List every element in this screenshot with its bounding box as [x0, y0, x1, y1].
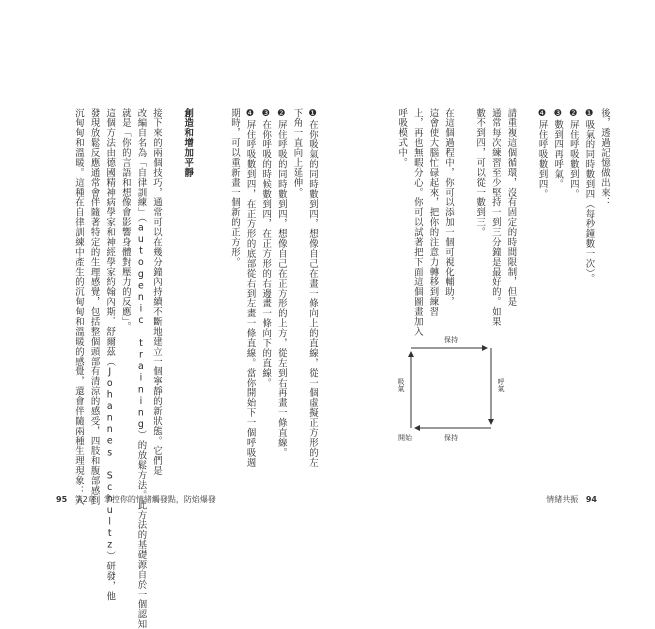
left-page-text-column: ❶在你吸氣的同時數到四，想像自己在畫一條向上的直線，從一個虛擬正方形的左 [307, 108, 318, 468]
left-page-text-column: 創造和增加平靜 [182, 108, 194, 178]
left-running-head: 第2章 掌控你的情緒觸發點，防焰爆發 [74, 495, 216, 504]
right-page-text-column: 在這個過程中，你可以添加一個可視化輔助， [443, 108, 454, 307]
right-page-text-column: ❶吸氣的同時數到四（每秒鐘數一次）。 [583, 108, 595, 284]
book-spread [44, 108, 610, 629]
right-footer [546, 495, 597, 505]
left-page-text-column: 發現放鬆反應通常會伴隨著特定的生理感覺，包括整個頭部有清涼的感受，四肢和腹部感到 [88, 108, 100, 506]
left-page-text-column: 沉甸甸和溫暖。這種在自律訓練中產生的沉甸甸和溫暖的感覺，還會伴隨兩種生理現象：入 [73, 108, 84, 506]
left-footer [56, 495, 216, 505]
right-running-head: 情緒共振 [546, 495, 579, 504]
left-page-text-column: ❷屏住呼吸的同時數到四，想像自己在正方形的上方，從左到右再畫一條直線。 [275, 108, 287, 458]
label-inhale: 吸氣 [397, 378, 405, 392]
breathing-square-diagram [393, 330, 511, 448]
left-page-text-column: 接下來的兩個技巧，通常可以在幾分鐘內持續不斷地建立一個寧靜的新狀態。它們是 [151, 108, 162, 476]
left-page-number: 95 [56, 495, 68, 504]
right-page-text-column: 上，再也無暇分心。你可以試著把下面這個圖畫加入 [411, 108, 423, 337]
label-start: 開始 [398, 434, 412, 442]
label-exhale: 呼氣 [497, 378, 505, 392]
right-page-text-column: ❷屏住呼吸數到四。 [567, 108, 579, 200]
square-diagram-svg [393, 330, 511, 448]
right-page-number: 94 [585, 495, 597, 504]
left-page-text-column: 下角一直向上延伸。 [291, 108, 303, 198]
left-page-text-column: 期時，可以重新畫一個新的正方形。 [229, 108, 240, 268]
right-page-text-column: 這會使大腦忙碌起來，把你的注意力轉移到練習 [427, 108, 439, 317]
label-hold-bottom: 保持 [444, 434, 458, 442]
right-page-text-column: 後，透過記憶做出來： [599, 108, 610, 208]
right-page-text-column: 通常每次練習至少堅持一到三分鐘是最好的。如果 [489, 108, 501, 327]
left-page-text-column: ❸在你呼吸的時候數到四，在正方形的右邊畫一條向下的直線。 [260, 108, 272, 388]
left-page-text-column: 改編自名為「自律訓練」（autogenic training）的放鬆方法。此方法的基礎源自於一個認知 [135, 108, 147, 629]
right-page-text-column: 數不到四，可以從一數到三。 [474, 108, 486, 238]
right-page-text-column: 請重複這個循環，沒有固定的時間限制，但是 [505, 108, 517, 307]
left-page-text-column: 就是「你的言語和想像會影響身體對壓力的反應」。 [119, 108, 131, 332]
left-page-text-column: ❹屏住呼吸數到四，在正方形的底部從右到左畫一條直線。當你開始下一個呼吸週 [244, 108, 256, 468]
right-page-text-column: ❸數到四再呼氣。 [552, 108, 564, 190]
right-page-text-column: ❹屏住呼吸數到四。 [536, 108, 548, 200]
left-page-text-column: 這個方法由德國精神病學家和神經學家約翰內斯．舒爾茲（Johannes Schultz）研發，他 [104, 108, 116, 601]
right-page-text-column: 呼吸模式中。 [396, 108, 408, 168]
label-hold-top: 保持 [444, 336, 458, 344]
